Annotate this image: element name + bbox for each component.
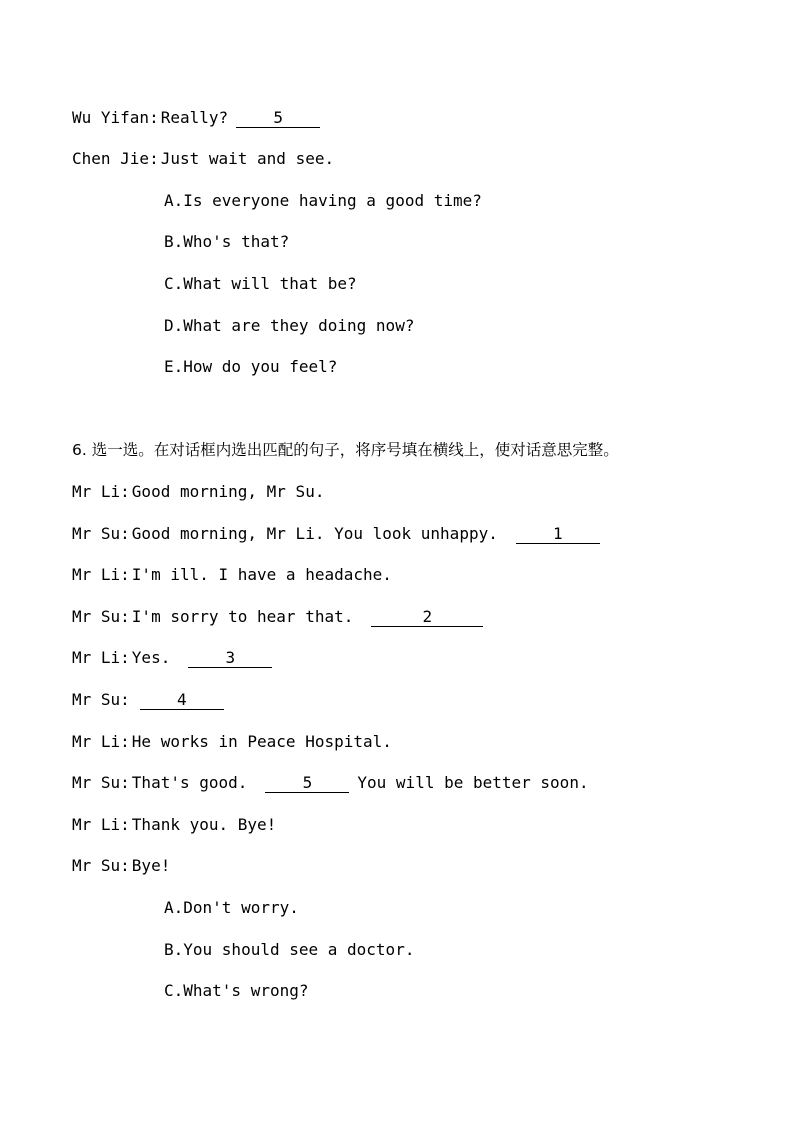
question-instruction: 6. 选一选。在对话框内选出匹配的句子，将序号填在横线上，使对话意思完整。 (72, 441, 619, 459)
answer-blank: 1 (516, 524, 600, 544)
dialog-text: Good morning, Mr Su. (131, 482, 325, 501)
dialog-line (72, 607, 483, 627)
dialog-text: He works in Peace Hospital. (131, 732, 392, 751)
dialog-line (72, 565, 392, 585)
option-item: C.What will that be? (164, 274, 357, 293)
dialog-text: Yes. (131, 648, 171, 667)
dialog-line (72, 732, 392, 752)
dialog-text: Thank you. Bye! (131, 815, 277, 834)
speaker-label: Mr Li: (72, 565, 130, 584)
speaker-label: Mr Li: (72, 732, 130, 751)
speaker-label: Mr Su: (72, 773, 130, 792)
speaker-label: Mr Li: (72, 815, 130, 834)
dialog-line (72, 149, 334, 169)
option-item: E.How do you feel? (164, 357, 338, 376)
dialog-line (72, 773, 589, 793)
dialog-line (72, 482, 324, 502)
dialog-text: Good morning, Mr Li. You look unhappy. (131, 524, 498, 543)
dialog-text: Bye! (131, 856, 171, 875)
dialog-text: I'm ill. I have a headache. (131, 565, 392, 584)
answer-blank: 2 (371, 607, 483, 627)
dialog-line (72, 524, 600, 544)
dialog-text: I'm sorry to hear that. (131, 607, 354, 626)
speaker-label: Wu Yifan: (72, 108, 159, 127)
dialog-line (72, 815, 276, 835)
dialog-line (72, 108, 320, 128)
option-item: B.Who's that? (164, 232, 290, 251)
dialog-text-after: You will be better soon. (357, 773, 589, 792)
answer-blank: 5 (265, 773, 349, 793)
dialog-text: Really? (160, 108, 229, 127)
speaker-label: Mr Su: (72, 524, 130, 543)
option-item: A.Is everyone having a good time? (164, 191, 482, 210)
dialog-line (72, 648, 272, 668)
option-item: B.You should see a doctor. (164, 940, 415, 959)
speaker-label: Chen Jie: (72, 149, 159, 168)
dialog-text: That's good. (131, 773, 248, 792)
option-item: D.What are they doing now? (164, 316, 415, 335)
answer-blank: 4 (140, 690, 224, 710)
speaker-label: Mr Su: (72, 856, 130, 875)
answer-blank: 3 (188, 648, 272, 668)
speaker-label: Mr Su: (72, 690, 130, 709)
speaker-label: Mr Su: (72, 607, 130, 626)
answer-blank: 5 (236, 108, 320, 128)
dialog-text: Just wait and see. (160, 149, 335, 168)
option-item: A.Don't worry. (164, 898, 299, 917)
speaker-label: Mr Li: (72, 482, 130, 501)
dialog-line (72, 856, 170, 876)
option-item: C.What's wrong? (164, 981, 309, 1000)
dialog-line (72, 690, 224, 710)
speaker-label: Mr Li: (72, 648, 130, 667)
